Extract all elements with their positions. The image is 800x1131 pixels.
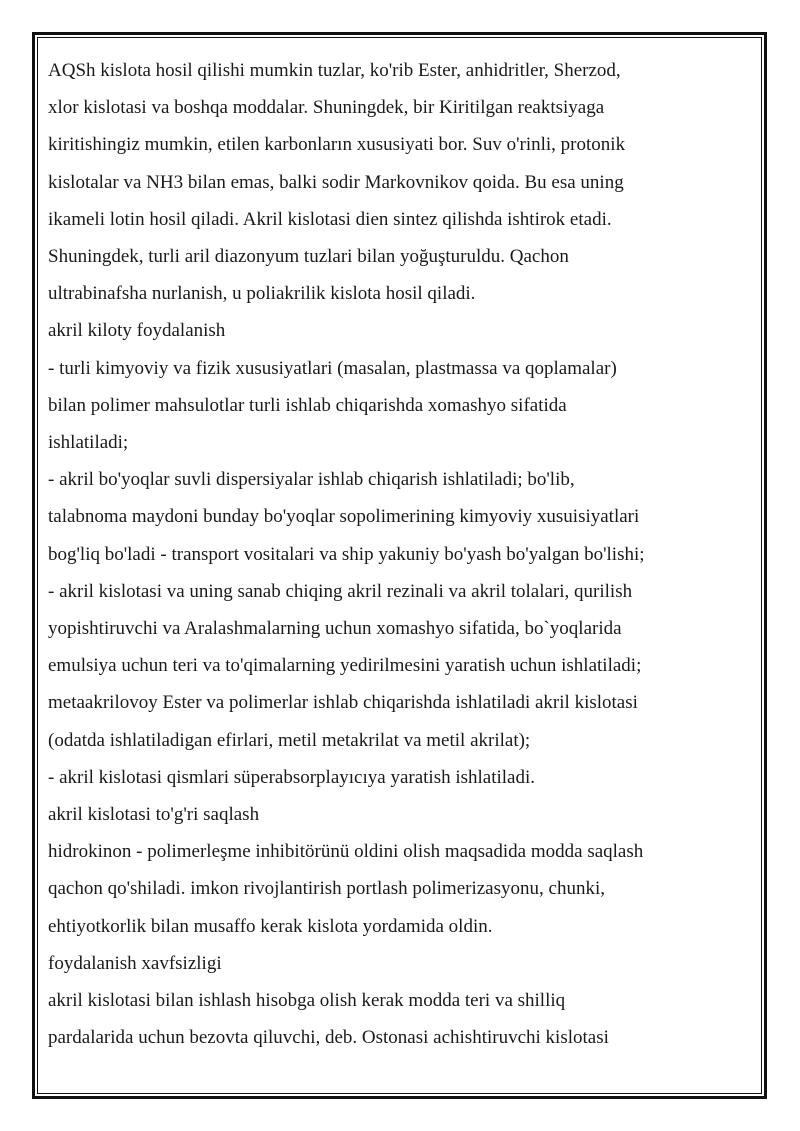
section-heading-storage: akril kislotasi to'g'ri saqlash xyxy=(48,804,260,826)
text-line: hidrokinon - polimerleşme inhibitörünü oldini olish maqsadida modda saqlash xyxy=(48,841,644,863)
text-line: emulsiya uchun teri va to'qimalarning yedirilmesini yaratish uchun ishlatiladi; xyxy=(48,655,642,677)
text-line: akril kislotasi bilan ishlash hisobga olish kerak modda teri va shilliq xyxy=(48,990,566,1012)
text-line: metaakrilovoy Ester va polimerlar ishlab chiqarishda ishlatiladi akril kislotasi xyxy=(48,692,638,714)
text-line: yopishtiruvchi va Aralashmalarning uchun xomashyo sifatida, bo`yoqlarida xyxy=(48,618,622,640)
text-line: qachon qo'shiladi. imkon rivojlantirish portlash polimerizasyonu, chunki, xyxy=(48,878,605,900)
list-item: - akril bo'yoqlar suvli dispersiyalar ishlab chiqarish ishlatiladi; bo'lib, xyxy=(48,469,575,491)
text-line: (odatda ishlatiladigan efirlari, metil metakrilat va metil akrilat); xyxy=(48,729,531,751)
text-line: AQSh kislota hosil qilishi mumkin tuzlar, ko'rib Ester, anhidritler, Sherzod, xyxy=(48,60,621,81)
text-line: bilan polimer mahsulotlar turli ishlab chiqarishda xomashyo sifatida xyxy=(48,394,567,416)
text-line: kiritishingiz mumkin, etilen karbonların xususiyati bor. Suv o'rinli, protonik xyxy=(48,134,626,156)
text-line: Shuningdek, turli aril diazonyum tuzlari bilan yoğuşturuldu. Qachon xyxy=(48,246,569,268)
text-line: kislotalar va NH3 bilan emas, balki sodir Markovnikov qoida. Bu esa uning xyxy=(48,171,624,193)
text-line: ultrabinafsha nurlanish, u poliakrilik kislota hosil qiladi. xyxy=(48,283,476,305)
text-line: xlor kislotasi va boshqa moddalar. Shuningdek, bir Kiritilgan reaktsiyaga xyxy=(48,97,605,119)
text-line: ikameli lotin hosil qiladi. Akril kislotasi dien sintez qilishda ishtirok etadi. xyxy=(48,208,612,230)
list-item: - akril kislotasi qismlari süperabsorplayıcıya yaratish ishlatiladi. xyxy=(48,766,536,788)
section-heading-usage: akril kiloty foydalanish xyxy=(48,320,226,342)
text-line: pardalarida uchun bezovta qiluvchi, deb. Ostonasi achishtiruvchi kislotasi xyxy=(48,1027,609,1049)
section-heading-safety: foydalanish xavfsizligi xyxy=(48,952,222,974)
text-line: talabnoma maydoni bunday bo'yoqlar sopolimerining kimyoviy xusuisiyatlari xyxy=(48,506,640,528)
list-item: - akril kislotasi va uning sanab chiqing akril rezinali va akril tolalari, qurilish xyxy=(48,580,633,602)
text-line: bog'liq bo'ladi - transport vositalari va ship yakuniy bo'yash bo'yalgan bo'lishi; xyxy=(48,543,645,565)
list-item: - turli kimyoviy va fizik xususiyatlari (masalan, plastmassa va qoplamalar) xyxy=(48,357,617,379)
text-line: ehtiyotkorlik bilan musaffo kerak kislota yordamida oldin. xyxy=(48,915,493,937)
text-line: ishlatiladi; xyxy=(48,432,129,454)
document-body xyxy=(48,52,748,1056)
